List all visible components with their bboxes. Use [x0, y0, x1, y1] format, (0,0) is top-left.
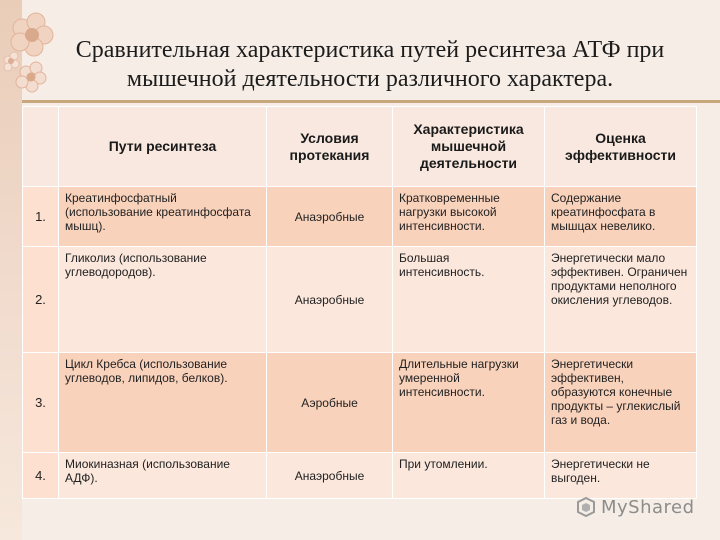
row-condition: Аэробные	[267, 353, 393, 453]
myshared-logo-text: MyShared	[601, 496, 695, 518]
row-path: Гликолиз (использование углеводородов).	[59, 247, 267, 353]
row-path: Миокиназная (использование АДФ).	[59, 453, 267, 499]
slide-title-line-1: Сравнительная характеристика путей ресинтеза АТФ при	[75, 37, 665, 63]
row-efficiency: Энергетически эффективен, образуются конечные продукты – углекислый газ и вода.	[545, 353, 697, 453]
table-row	[23, 353, 697, 453]
row-condition: Анаэробные	[267, 247, 393, 353]
row-number: 1.	[23, 187, 59, 247]
table-row	[23, 453, 697, 499]
slide-title	[70, 36, 670, 94]
slide-title-line-2: мышечной деятельности различного характера.	[126, 66, 614, 92]
row-path: Цикл Кребса (использование углеводов, липидов, белков).	[59, 353, 267, 453]
row-condition: Анаэробные	[267, 187, 393, 247]
myshared-logo	[575, 494, 700, 520]
title-divider	[22, 100, 720, 103]
atp-resynthesis-table	[22, 106, 697, 499]
row-number: 4.	[23, 453, 59, 499]
header-efficiency: Оценка эффективности	[545, 107, 697, 187]
myshared-logo-icon	[575, 496, 597, 518]
row-activity: Кратковременные нагрузки высокой интенсивности.	[393, 187, 545, 247]
table-header-row	[23, 107, 697, 187]
header-num	[23, 107, 59, 187]
table-row	[23, 187, 697, 247]
row-number: 2.	[23, 247, 59, 353]
header-condition: Условия протекания	[267, 107, 393, 187]
table-row	[23, 247, 697, 353]
row-condition: Анаэробные	[267, 453, 393, 499]
row-path: Креатинфосфатный (использование креатинфосфата мышц).	[59, 187, 267, 247]
header-path: Пути ресинтеза	[59, 107, 267, 187]
row-number: 3.	[23, 353, 59, 453]
row-efficiency: Энергетически не выгоден.	[545, 453, 697, 499]
row-activity: При утомлении.	[393, 453, 545, 499]
row-activity: Длительные нагрузки умеренной интенсивности.	[393, 353, 545, 453]
row-activity: Большая интенсивность.	[393, 247, 545, 353]
header-activity: Характеристика мышечной деятельности	[393, 107, 545, 187]
flower-decoration-icon	[0, 0, 70, 110]
row-efficiency: Энергетически мало эффективен. Ограничен продуктами неполного окисления углеводов.	[545, 247, 697, 353]
row-efficiency: Содержание креатинфосфата в мышцах невелико.	[545, 187, 697, 247]
